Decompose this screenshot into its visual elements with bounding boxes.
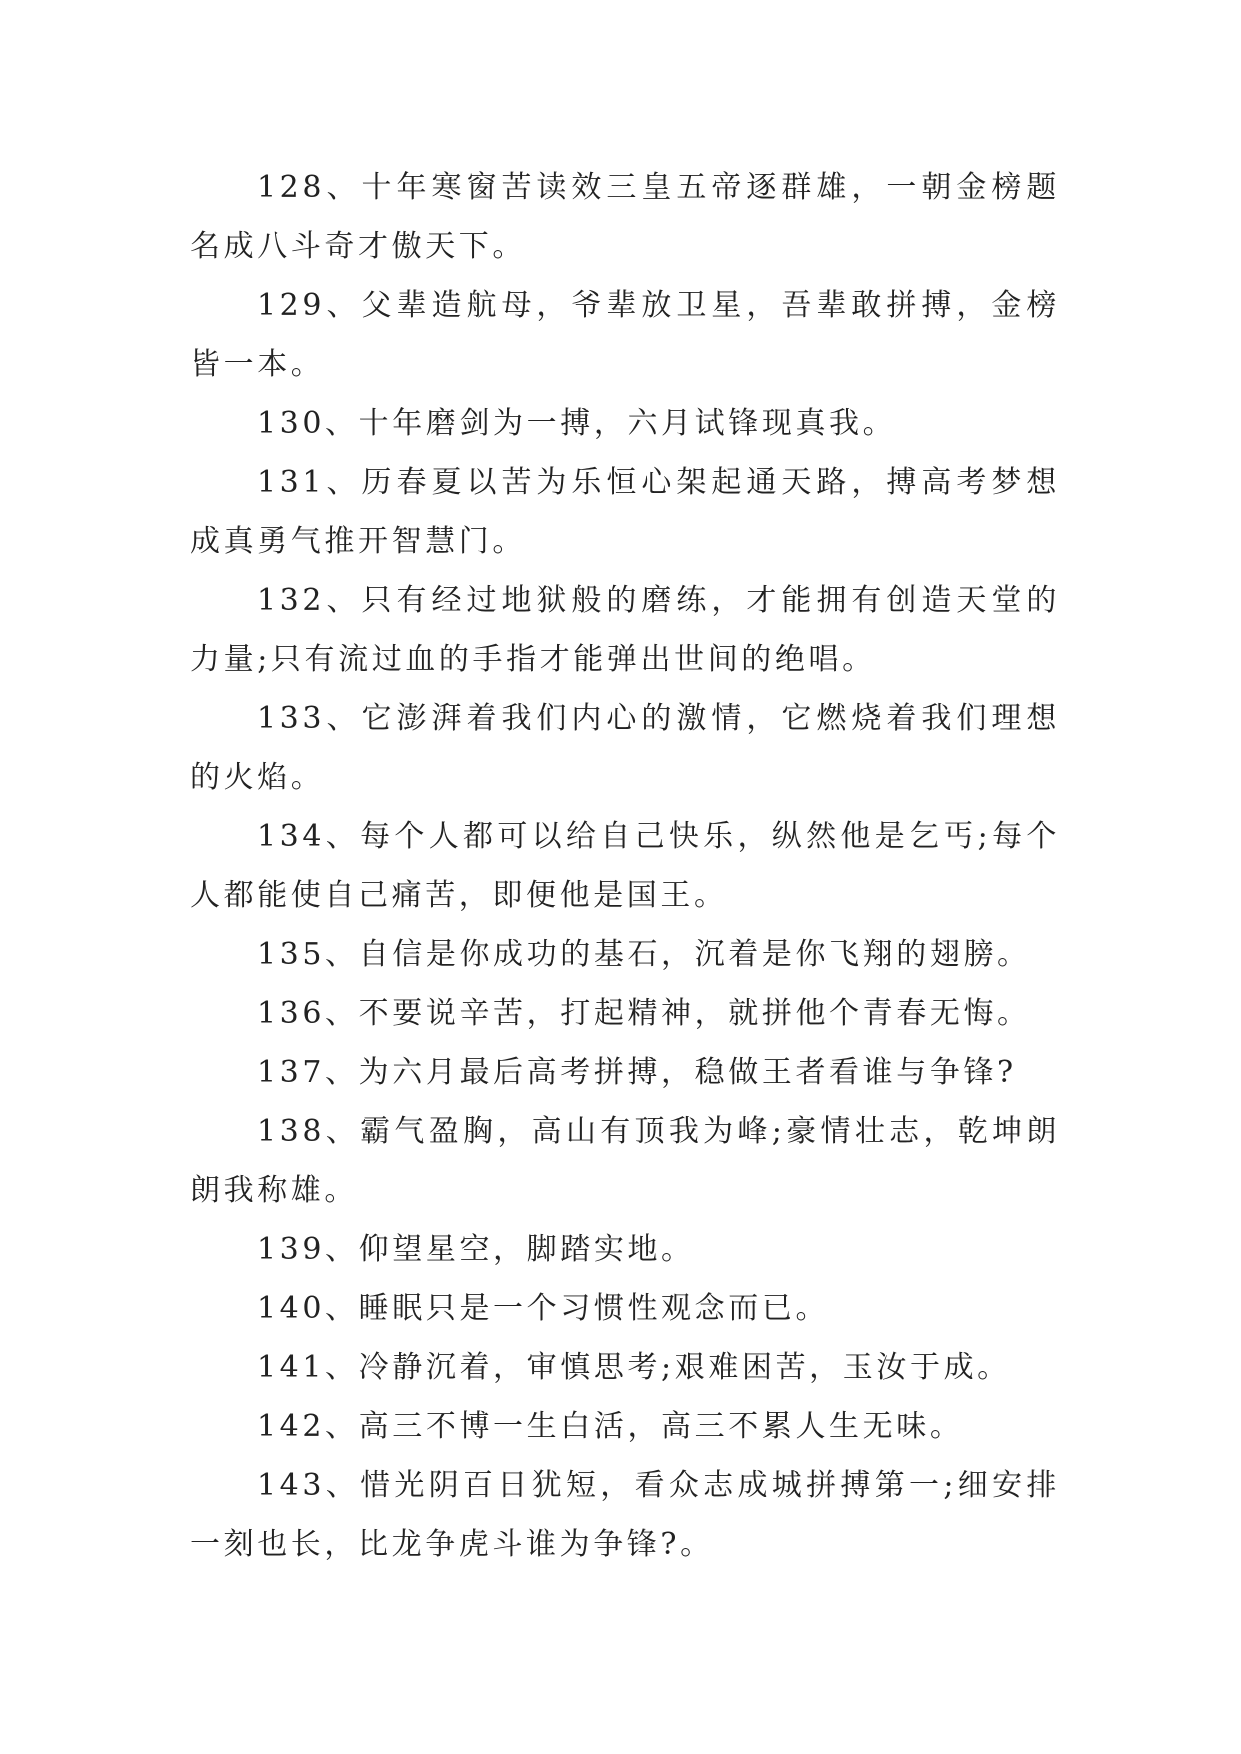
paragraph-131: 131、历春夏以苦为乐恒心架起通天路，搏高考梦想成真勇气推开智慧门。 xyxy=(190,465,1060,559)
paragraph-136: 136、不要说辛苦，打起精神，就拼他个青春无悔。 xyxy=(257,996,1031,1031)
paragraph-138: 138、霸气盈胸，高山有顶我为峰;豪情壮志，乾坤朗朗我称雄。 xyxy=(190,1114,1060,1208)
paragraph-141: 141、冷静沉着，审慎思考;艰难困苦，玉汝于成。 xyxy=(257,1350,1011,1385)
paragraph-137: 137、为六月最后高考拼搏，稳做王者看谁与争锋? xyxy=(257,1055,1017,1090)
paragraph-133: 133、它澎湃着我们内心的激情，它燃烧着我们理想的火焰。 xyxy=(190,701,1060,795)
paragraph-130: 130、十年磨剑为一搏，六月试锋现真我。 xyxy=(257,406,897,441)
paragraph-135: 135、自信是你成功的基石，沉着是你飞翔的翅膀。 xyxy=(257,937,1031,972)
paragraph-139: 139、仰望星空，脚踏实地。 xyxy=(257,1232,695,1267)
paragraph-140: 140、睡眠只是一个习惯性观念而已。 xyxy=(257,1291,830,1326)
paragraph-132: 132、只有经过地狱般的磨练，才能拥有创造天堂的力量;只有流过血的手指才能弹出世间的绝唱。 xyxy=(190,583,1060,677)
paragraph-128: 128、十年寒窗苦读效三皇五帝逐群雄，一朝金榜题名成八斗奇才傲天下。 xyxy=(190,170,1060,264)
paragraph-142: 142、高三不博一生白活，高三不累人生无味。 xyxy=(257,1409,964,1444)
paragraph-143: 143、惜光阴百日犹短，看众志成城拼搏第一;细安排一刻也长，比龙争虎斗谁为争锋?。 xyxy=(190,1468,1060,1562)
paragraph-134: 134、每个人都可以给自己快乐，纵然他是乞丐;每个人都能使自己痛苦，即便他是国王。 xyxy=(190,819,1060,913)
paragraph-129: 129、父辈造航母，爷辈放卫星，吾辈敢拼搏，金榜皆一本。 xyxy=(190,288,1060,382)
document-body xyxy=(190,158,1060,1574)
